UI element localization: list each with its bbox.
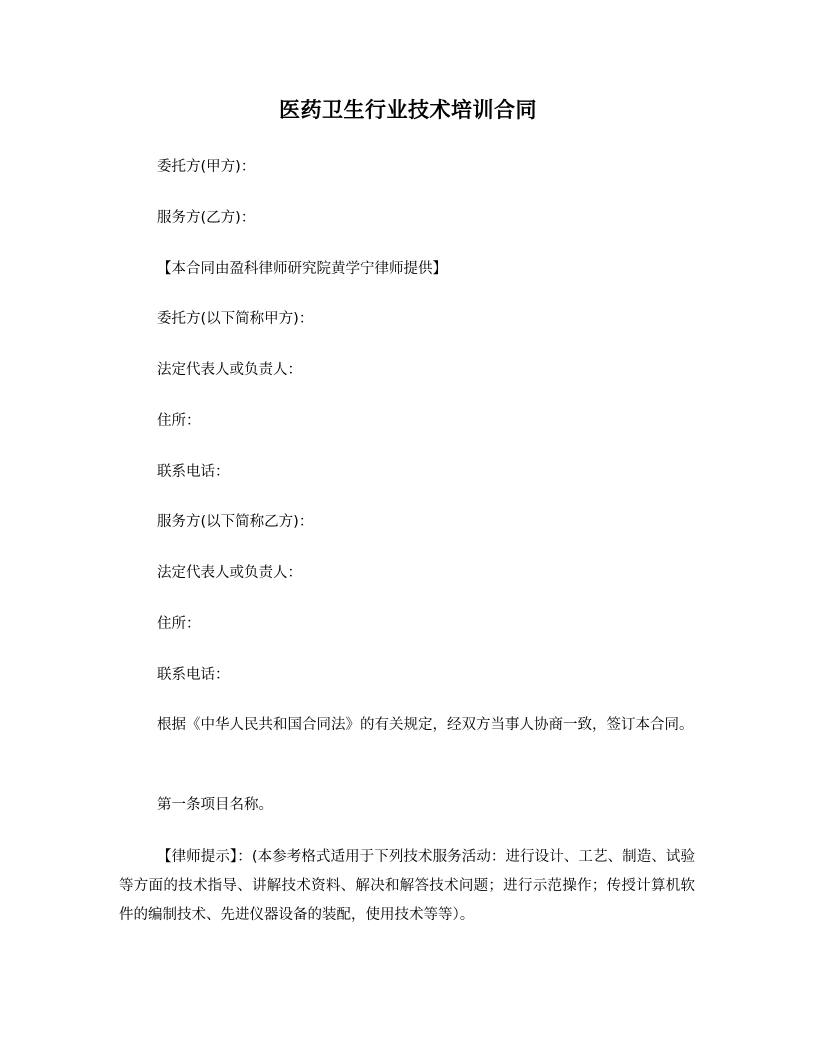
paragraph-service-full: 服务方(以下简称乙方)：: [157, 514, 314, 530]
paragraph-service-address: 住所：: [157, 616, 201, 632]
paragraph-service-party: 服务方(乙方)：: [157, 210, 256, 226]
document-title: 医药卫生行业技术培训合同: [279, 97, 537, 122]
paragraph-client-full: 委托方(以下简称甲方)：: [157, 311, 314, 327]
paragraph-lawyer-tip: 【律师提示】：(本参考格式适用于下列技术服务活动：进行设计、工艺、制造、试验等方面的技术指导、讲解技术资料、解决和解答技术问题；进行示范操作；传授计算机软件的编制技术、先进仪器设备的装配，使用技术等等）。: [119, 849, 695, 923]
paragraph-service-representative: 法定代表人或负责人：: [157, 565, 302, 581]
paragraph-provider-note: 【本合同由盈科律师研究院黄学宁律师提供】: [157, 261, 447, 277]
paragraph-client-party: 委托方(甲方)：: [157, 159, 256, 175]
paragraph-article-one: 第一条项目名称。: [157, 797, 273, 813]
paragraph-legal-basis: 根据《中华人民共和国合同法》的有关规定，经双方当事人协商一致，签订本合同。: [157, 717, 694, 733]
paragraph-service-phone: 联系电话：: [157, 667, 230, 683]
paragraph-client-address: 住所：: [157, 413, 201, 429]
paragraph-client-phone: 联系电话：: [157, 464, 230, 480]
paragraph-client-representative: 法定代表人或负责人：: [157, 362, 302, 378]
